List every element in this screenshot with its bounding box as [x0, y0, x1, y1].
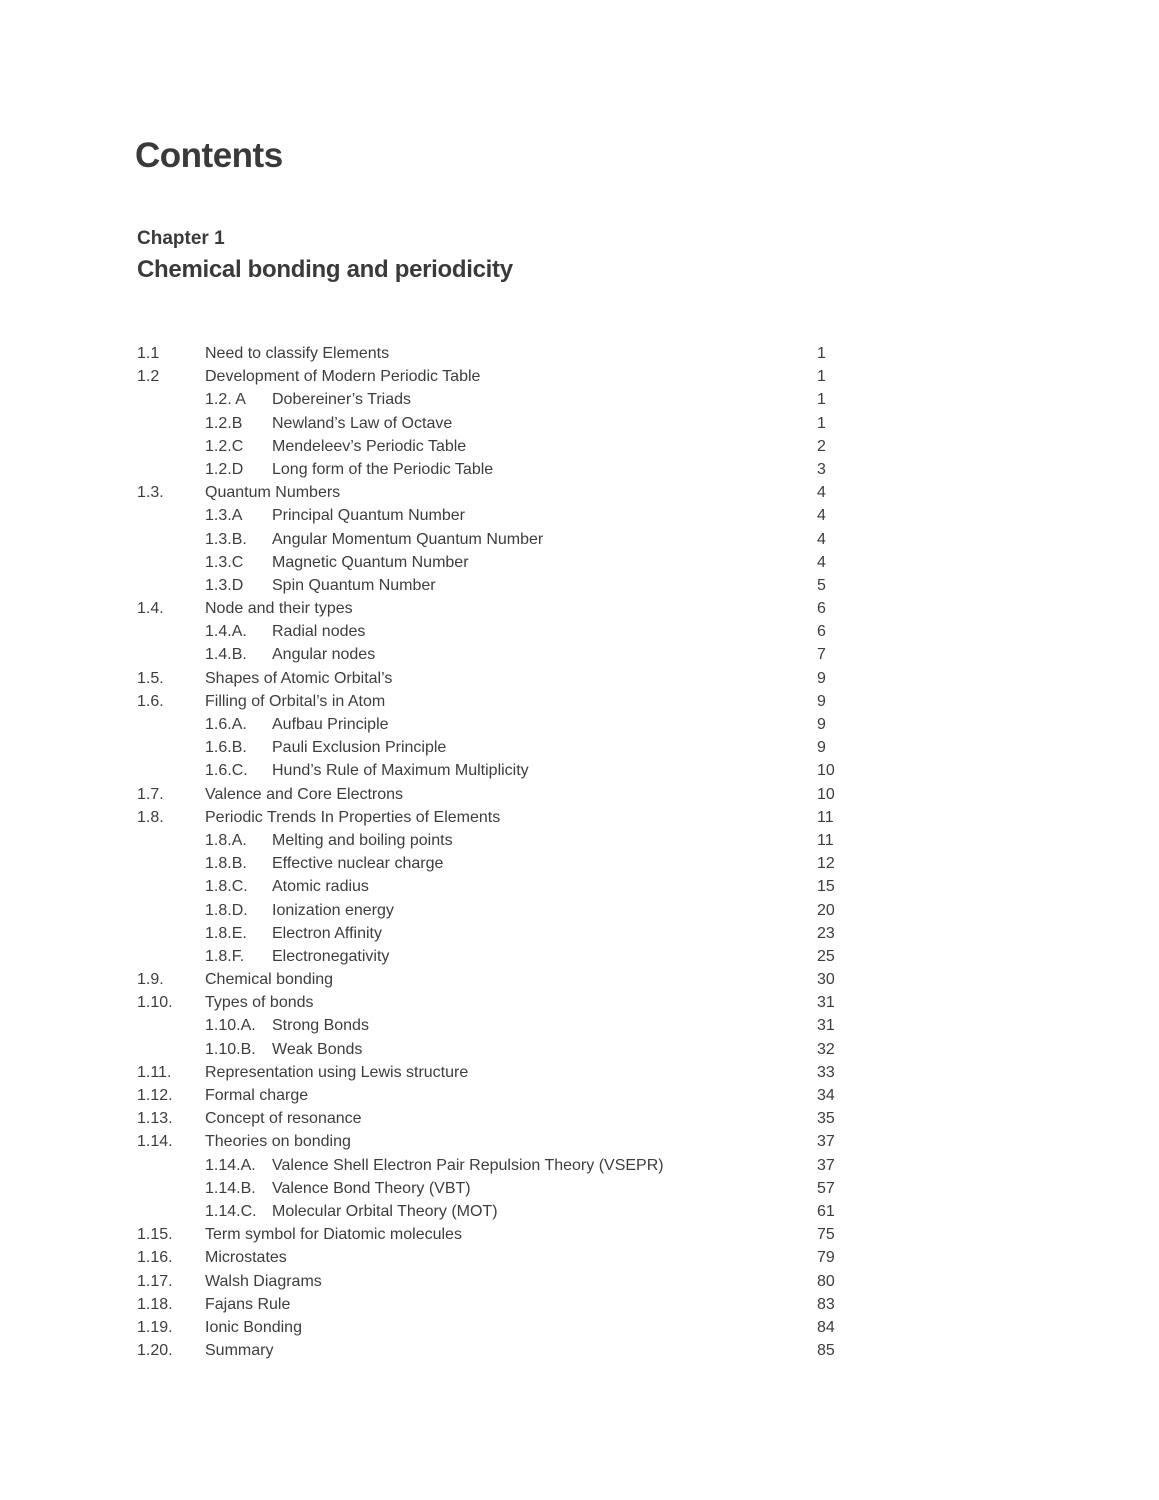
toc-row [137, 551, 877, 574]
toc-entry-title: Dobereiner’s Triads [272, 391, 412, 409]
toc-entry-title: Concept of resonance [205, 1110, 362, 1128]
toc-entry-page-number: 9 [817, 739, 826, 757]
toc-entry-title: Shapes of Atomic Orbital’s [205, 669, 393, 687]
toc-row [137, 690, 877, 713]
toc-entry-page-number: 1 [817, 368, 826, 386]
toc-row [137, 875, 877, 898]
toc-entry-title: Hund’s Rule of Maximum Multiplicity [272, 762, 529, 780]
toc-row [137, 1084, 877, 1107]
toc-entry-page-number: 83 [817, 1295, 835, 1313]
toc-entry-page-number: 15 [817, 878, 835, 896]
toc-entry-page-number: 31 [817, 994, 835, 1012]
toc-entry-number: 1.7. [137, 785, 164, 803]
toc-entry-number: 1.2 [137, 368, 160, 386]
toc-row [137, 1130, 877, 1153]
toc-entry-title: Weak Bonds [272, 1040, 363, 1058]
toc-entry-title: Representation using Lewis structure [205, 1063, 469, 1081]
toc-entry-title: Aufbau Principle [272, 716, 389, 733]
toc-entry-number: 1.3.B. [205, 530, 247, 548]
toc-entry-number: 1.14.A. [205, 1156, 256, 1174]
toc-entry-title: Types of bonds [205, 994, 314, 1012]
toc-entry-page-number: 9 [817, 692, 826, 710]
toc-entry-title: Strong Bonds [272, 1017, 369, 1035]
toc-entry-page-number: 3 [817, 460, 826, 478]
toc-entry-number: 1.6. [137, 692, 164, 710]
toc-entry-page-number: 57 [817, 1179, 835, 1197]
chapter-label: Chapter 1 [137, 228, 225, 249]
toc-row [137, 458, 877, 481]
toc-entry-number: 1.2.C [205, 437, 244, 455]
toc-entry-title: Melting and boiling points [272, 831, 453, 849]
toc-entry-title: Molecular Orbital Theory (MOT) [272, 1202, 498, 1220]
toc-entry-page-number: 5 [817, 576, 826, 594]
toc-entry-title: Node and their types [205, 600, 353, 618]
toc-entry-number: 1.8. [137, 808, 164, 826]
toc-entry-page-number: 10 [817, 785, 835, 803]
toc-row [137, 667, 877, 690]
toc-row [137, 1339, 877, 1362]
toc-entry-number: 1.2. A [205, 391, 246, 409]
toc-entry-number: 1.3.A [205, 507, 243, 525]
toc-row [137, 620, 877, 643]
toc-entry-page-number: 80 [817, 1272, 835, 1290]
toc-entry-number: 1.4. [137, 600, 164, 618]
toc-entry-title: Spin Quantum Number [272, 576, 436, 594]
toc-entry-page-number: 6 [817, 600, 826, 618]
toc-row [137, 1014, 877, 1037]
toc-entry-title: Newland’s Law of Octave [272, 414, 453, 432]
toc-row [137, 435, 877, 458]
toc-entry-title: Mendeleev’s Periodic Table [272, 437, 467, 455]
toc-row [137, 852, 877, 875]
toc-row [137, 829, 877, 852]
toc-row [137, 1107, 877, 1130]
toc-entry-page-number: 33 [817, 1063, 835, 1081]
toc-entry-number: 1.3.C [205, 553, 244, 571]
toc-row [137, 643, 877, 666]
toc-entry-title: Quantum Numbers [205, 484, 341, 502]
toc-entry-number: 1.9. [137, 971, 164, 989]
toc-entry-page-number: 9 [817, 669, 826, 687]
toc-entry-number: 1.11. [137, 1063, 172, 1081]
toc-entry-title: Long form of the Periodic Table [272, 460, 494, 478]
toc-row [137, 899, 877, 922]
toc-entry-number: 1.8.F. [205, 947, 245, 965]
toc-entry-title: Effective nuclear charge [272, 855, 444, 873]
toc-entry-title: Filling of Orbital’s in Atom [205, 692, 386, 710]
toc-entry-title: Pauli Exclusion Principle [272, 739, 447, 757]
toc-entry-number: 1.8.A. [205, 831, 247, 849]
toc-entry-title: Ionization energy [272, 901, 394, 919]
toc-entry-number: 1.14.B. [205, 1179, 256, 1197]
toc-entry-number: 1.17. [137, 1272, 173, 1290]
toc-entry-number: 1.3.D [205, 576, 244, 594]
toc-row [137, 1154, 877, 1177]
toc-row [137, 1270, 877, 1293]
toc-entry-page-number: 35 [817, 1110, 835, 1128]
toc-entry-page-number: 20 [817, 901, 835, 919]
toc-entry-title: Principal Quantum Number [272, 507, 465, 525]
toc-entry-page-number: 61 [817, 1202, 835, 1220]
toc-row [137, 1177, 877, 1200]
toc-entry-title: Radial nodes [272, 623, 366, 641]
toc-entry-number: 1.20. [137, 1342, 173, 1360]
toc-entry-number: 1.3. [137, 484, 164, 502]
toc-row [137, 528, 877, 551]
toc-entry-page-number: 4 [817, 484, 826, 502]
toc-entry-page-number: 23 [817, 924, 835, 942]
toc-row [137, 388, 877, 411]
toc-entry-title: Development of Modern Periodic Table [205, 368, 481, 386]
toc-row [137, 1200, 877, 1223]
toc-row [137, 1246, 877, 1269]
toc-row [137, 365, 877, 388]
toc-row [137, 342, 877, 365]
toc-entry-title: Term symbol for Diatomic molecules [205, 1226, 462, 1244]
toc-entry-number: 1.2.B [205, 414, 243, 432]
toc-entry-page-number: 79 [817, 1249, 835, 1267]
toc-entry-number: 1.5. [137, 669, 164, 687]
toc-entry-page-number: 31 [817, 1017, 835, 1035]
toc-entry-page-number: 34 [817, 1087, 835, 1104]
toc-entry-page-number: 84 [817, 1318, 835, 1336]
toc-entry-number: 1.14. [137, 1133, 173, 1151]
toc-entry-title: Chemical bonding [205, 971, 334, 989]
toc-entry-title: Formal charge [205, 1087, 309, 1104]
toc-entry-number: 1.6.B. [205, 739, 247, 757]
toc-entry-number: 1.8.D. [205, 901, 248, 919]
page-title: Contents [135, 136, 283, 175]
toc-entry-title: Walsh Diagrams [205, 1272, 322, 1290]
toc-entry-page-number: 30 [817, 971, 835, 989]
toc-entry-title: Magnetic Quantum Number [272, 553, 469, 571]
toc-entry-title: Periodic Trends In Properties of Elements [205, 808, 501, 826]
toc-entry-number: 1.15. [137, 1226, 173, 1244]
toc-entry-title: Valence and Core Electrons [205, 785, 404, 803]
toc-row [137, 597, 877, 620]
toc-entry-page-number: 9 [817, 716, 826, 733]
toc-row [137, 922, 877, 945]
toc-entry-number: 1.16. [137, 1249, 173, 1267]
toc-entry-title: Fajans Rule [205, 1295, 291, 1313]
toc-entry-title: Theories on bonding [205, 1133, 351, 1151]
toc-entry-number: 1.14.C. [205, 1202, 257, 1220]
toc-entry-page-number: 4 [817, 507, 826, 525]
toc-entry-number: 1.4.B. [205, 646, 247, 664]
toc-entry-title: Ionic Bonding [205, 1318, 302, 1336]
toc-entry-title: Need to classify Elements [205, 345, 390, 362]
toc-entry-page-number: 25 [817, 947, 835, 965]
toc-row [137, 806, 877, 829]
toc-entry-page-number: 11 [817, 831, 834, 849]
toc-entry-title: Valence Bond Theory (VBT) [272, 1179, 471, 1197]
toc-list [137, 342, 877, 1362]
toc-entry-page-number: 12 [817, 855, 835, 873]
toc-entry-page-number: 1 [817, 414, 826, 432]
toc-entry-number: 1.8.C. [205, 878, 248, 896]
toc-entry-page-number: 2 [817, 437, 826, 455]
toc-entry-number: 1.12. [137, 1087, 173, 1104]
toc-entry-page-number: 7 [817, 646, 826, 664]
toc-entry-page-number: 4 [817, 530, 826, 548]
toc-row [137, 759, 877, 782]
toc-entry-number: 1.6.C. [205, 762, 248, 780]
toc-row [137, 1316, 877, 1339]
toc-entry-page-number: 37 [817, 1156, 835, 1174]
toc-entry-title: Electron Affinity [272, 924, 382, 942]
toc-entry-title: Valence Shell Electron Pair Repulsion Theory (VSEPR) [272, 1156, 664, 1174]
toc-entry-number: 1.10.B. [205, 1040, 256, 1058]
toc-entry-title: Electronegativity [272, 947, 390, 965]
toc-row [137, 412, 877, 435]
toc-entry-page-number: 32 [817, 1040, 835, 1058]
toc-entry-page-number: 10 [817, 762, 835, 780]
toc-entry-page-number: 4 [817, 553, 826, 571]
toc-row [137, 1223, 877, 1246]
toc-entry-number: 1.8.B. [205, 855, 247, 873]
toc-entry-title: Summary [205, 1342, 274, 1360]
toc-entry-title: Atomic radius [272, 878, 369, 896]
toc-entry-page-number: 37 [817, 1133, 835, 1151]
toc-row [137, 783, 877, 806]
toc-entry-title: Angular nodes [272, 646, 376, 664]
toc-row [137, 968, 877, 991]
toc-entry-title: Microstates [205, 1249, 287, 1267]
toc-row [137, 1038, 877, 1061]
toc-row [137, 945, 877, 968]
toc-row [137, 481, 877, 504]
toc-entry-number: 1.19. [137, 1318, 173, 1336]
toc-entry-page-number: 85 [817, 1342, 835, 1360]
chapter-title: Chemical bonding and periodicity [137, 256, 513, 283]
toc-entry-number: 1.18. [137, 1295, 173, 1313]
toc-entry-number: 1.10. [137, 994, 173, 1012]
toc-entry-number: 1.10.A. [205, 1017, 256, 1035]
toc-row [137, 713, 877, 736]
toc-entry-title: Angular Momentum Quantum Number [272, 530, 544, 548]
toc-entry-page-number: 1 [817, 391, 826, 409]
toc-entry-page-number: 75 [817, 1226, 835, 1244]
toc-entry-number: 1.6.A. [205, 716, 247, 733]
toc-row [137, 1061, 877, 1084]
toc-entry-page-number: 11 [817, 808, 834, 826]
toc-row [137, 504, 877, 527]
toc-entry-number: 1.1 [137, 345, 160, 362]
toc-entry-number: 1.8.E. [205, 924, 247, 942]
toc-row [137, 736, 877, 759]
toc-entry-number: 1.2.D [205, 460, 244, 478]
toc-row [137, 1293, 877, 1316]
toc-row [137, 574, 877, 597]
toc-row [137, 991, 877, 1014]
toc-entry-number: 1.13. [137, 1110, 173, 1128]
toc-entry-number: 1.4.A. [205, 623, 247, 641]
toc-entry-page-number: 1 [817, 345, 826, 362]
toc-entry-page-number: 6 [817, 623, 826, 641]
